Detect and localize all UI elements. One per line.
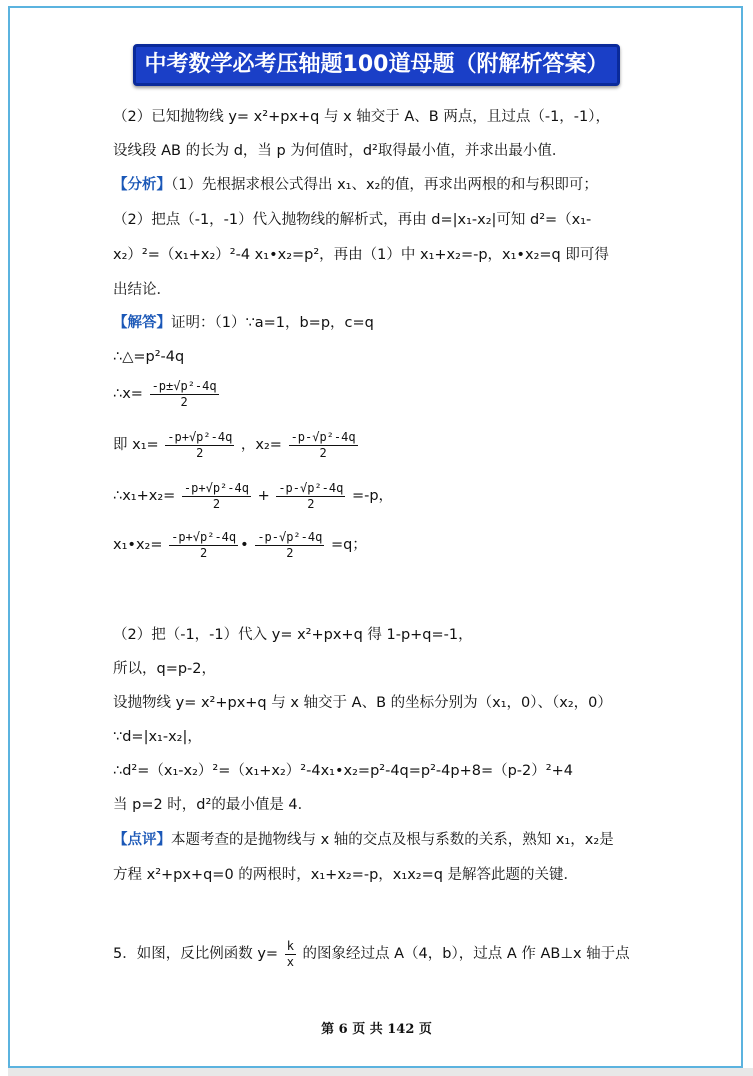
next-problem-fraction xyxy=(285,939,296,970)
prod-dot: • xyxy=(240,537,249,553)
root2-fraction xyxy=(289,430,358,461)
comment-line-2: 方程 x²+px+q=0 的两根时，x₁+x₂=-p，x₁x₂=q 是解答此题的关键． xyxy=(113,867,579,883)
prod-num-1: -p+√p²-4q xyxy=(171,529,237,544)
solution-product xyxy=(113,529,367,561)
analysis-tag: 【分析】 xyxy=(113,177,171,193)
part2-line-1: （2）把（-1，-1）代入 y= x²+px+q 得 1-p+q=-1， xyxy=(113,627,473,643)
part2-line-3: 设抛物线 y= x²+px+q 与 x 轴交于 A、B 的坐标分别为（x₁，0）、（x₂，0） xyxy=(113,695,612,711)
part2-line-6: 当 p=2 时，d²的最小值是 4． xyxy=(113,797,313,813)
sum-num-2: -p-√p²-4q xyxy=(278,480,344,495)
sum-result: =-p， xyxy=(351,488,394,504)
analysis-line-3: x₂）²=（x₁+x₂）²-4 x₁•x₂=p²，再由（1）中 x₁+x₂=-p，x₁•x₂=q 即可得 xyxy=(113,247,609,263)
solution-text-1: 证明：（1）∵a=1，b=p，c=q xyxy=(171,315,374,331)
x-prefix: ∴x= xyxy=(113,386,143,402)
analysis-line-2: （2）把点（-1，-1）代入抛物线的解析式，再由 d=|x₁-x₂|可知 d²=（x₁- xyxy=(113,212,592,228)
comment-line-1 xyxy=(113,830,614,850)
prod-prefix: x₁•x₂= xyxy=(113,537,163,553)
solution-sum xyxy=(113,480,393,512)
x-fraction xyxy=(150,379,219,410)
prod-result: =q； xyxy=(330,537,367,553)
x-fraction-num: -p±√p²-4q xyxy=(151,378,217,393)
comment-text-1: 本题考查的是抛物线与 x 轴的交点及根与系数的关系，熟知 x₁，x₂是 xyxy=(171,832,614,848)
roots-mid: ，x₂= xyxy=(240,437,282,453)
prod-num-2: -p-√p²-4q xyxy=(257,529,323,544)
sum-num-1: -p+√p²-4q xyxy=(183,480,249,495)
prod-den-2: 2 xyxy=(286,545,294,560)
part2-line-5: ∴d²=（x₁-x₂）²=（x₁+x₂）²-4x₁•x₂=p²-4q=p²-4p+8=（p-2）²+4 xyxy=(113,763,573,779)
root1-fraction xyxy=(165,430,234,461)
part2-line-4: ∵d=|x₁-x₂|， xyxy=(113,729,202,745)
next-problem-prefix: 5．如图，反比例函数 y= xyxy=(113,946,279,962)
problem-line-1: （2）已知抛物线 y= x²+px+q 与 x 轴交于 A、B 两点，且过点（-1，-1）， xyxy=(113,109,611,125)
root1-num: -p+√p²-4q xyxy=(167,429,233,444)
solution-tag: 【解答】 xyxy=(113,315,171,331)
prod-fraction-2 xyxy=(255,530,324,561)
sum-den-2: 2 xyxy=(307,496,315,511)
next-problem-suffix: 的图象经过点 A（4，b），过点 A 作 AB⊥x 轴于点 xyxy=(302,946,630,962)
part2-line-2: 所以，q=p-2， xyxy=(113,661,217,677)
root2-num: -p-√p²-4q xyxy=(290,429,356,444)
root1-den: 2 xyxy=(196,445,204,460)
comment-tag: 【点评】 xyxy=(113,832,171,848)
sum-den-1: 2 xyxy=(212,496,221,511)
sum-fraction-2 xyxy=(276,481,345,512)
solution-x-formula xyxy=(113,378,221,410)
problem-line-2: 设线段 AB 的长为 d，当 p 为何值时，d²取得最小值，并求出最小值． xyxy=(113,143,567,159)
analysis-line-4: 出结论． xyxy=(113,282,171,298)
sum-fraction-1 xyxy=(182,481,251,512)
solution-roots xyxy=(113,429,360,461)
prod-den-1: 2 xyxy=(200,545,208,560)
solution-line-2: ∴△=p²-4q xyxy=(113,349,185,365)
prod-fraction-1 xyxy=(169,530,238,561)
page-banner-title: 中考数学必考压轴题100道母题（附解析答案） xyxy=(133,44,620,86)
next-problem-frac-num: k xyxy=(286,938,294,953)
root2-den: 2 xyxy=(319,445,327,460)
x-fraction-den: 2 xyxy=(180,394,188,409)
sum-plus: + xyxy=(257,488,270,504)
page-footer: 第 6 页 共 142 页 xyxy=(321,1022,432,1037)
next-problem-frac-den: x xyxy=(286,954,294,969)
solution-line-1 xyxy=(113,313,374,333)
next-problem-line xyxy=(113,938,630,970)
page-shadow xyxy=(8,1068,753,1076)
analysis-text-1: （1）先根据求根公式得出 x₁、x₂的值，再求出两根的和与积即可； xyxy=(171,177,598,193)
roots-prefix: 即 x₁= xyxy=(113,437,159,453)
sum-prefix: ∴x₁+x₂= xyxy=(113,488,176,504)
analysis-line-1 xyxy=(113,175,598,195)
